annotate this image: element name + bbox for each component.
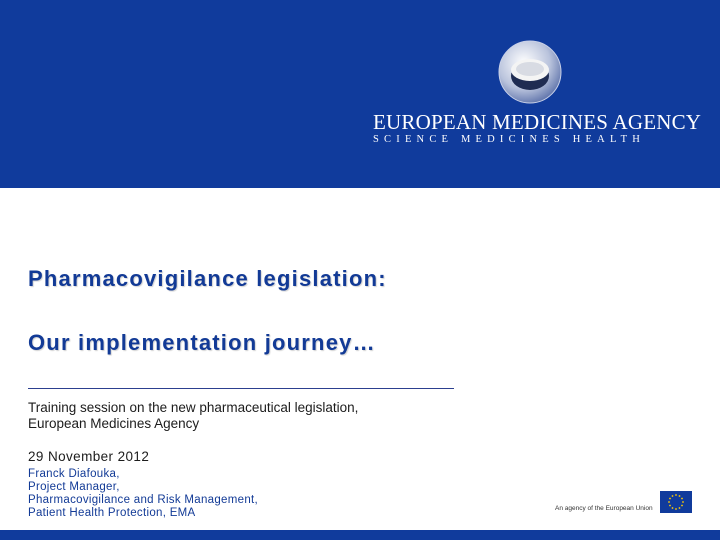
header-banner	[0, 0, 720, 188]
eu-agency-text: An agency of the European Union	[555, 505, 653, 512]
session-venue: European Medicines Agency	[28, 416, 200, 431]
session-description: Training session on the new pharmaceutical legislation,	[28, 400, 359, 415]
presenter-unit: Patient Health Protection, EMA	[28, 507, 196, 519]
session-date: 29 November 2012	[28, 449, 150, 464]
agency-name: EUROPEAN MEDICINES AGENCY	[373, 110, 702, 134]
presenter-department: Pharmacovigilance and Risk Management,	[28, 494, 259, 506]
agency-tagline: SCIENCE MEDICINES HEALTH	[373, 134, 645, 145]
footer-bar	[0, 530, 720, 540]
eu-flag-icon	[660, 491, 692, 513]
presentation-title-line-1: Pharmacovigilance legislation:	[28, 266, 387, 291]
presenter-role: Project Manager,	[28, 481, 120, 493]
presentation-title-line-2: Our implementation journey…	[28, 330, 376, 355]
title-divider	[28, 388, 454, 389]
ema-logo-icon	[498, 40, 562, 104]
presenter-name: Franck Diafouka,	[28, 468, 120, 480]
